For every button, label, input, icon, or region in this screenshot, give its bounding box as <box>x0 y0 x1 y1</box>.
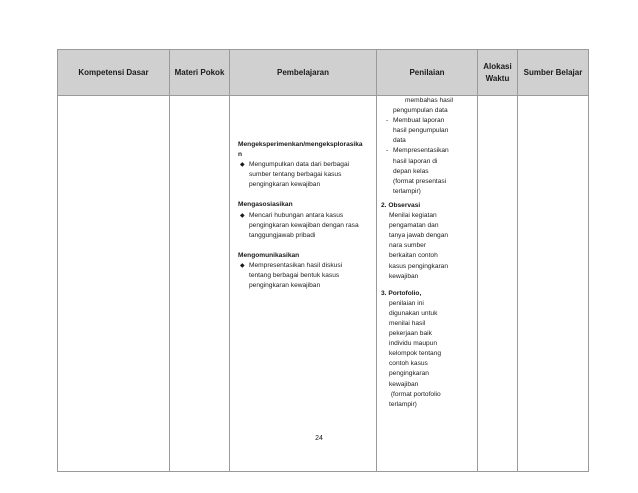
cell-sumber-belajar <box>518 96 589 472</box>
list-item: ◆ Mencari hubungan antara kasus pengingkaran kewajiban dengan rasa tanggungjawab pribadi <box>238 211 370 241</box>
dash-marker: - <box>386 117 389 125</box>
bullet-icon: ◆ <box>240 212 245 219</box>
section-title-mengeksplorasikan: Mengeksperimenkan/mengeksplorasika n <box>238 141 363 159</box>
penilaian-continuation: membahas hasil pengumpulan data <box>393 97 454 115</box>
header-pembelajaran: Pembelajaran <box>230 50 377 96</box>
list-item: - Mempresentasikan hasil laporan di depan kelas (format presentasi terlampir) <box>381 146 473 196</box>
observasi-text: Menilai kegiatan pengamatan dan tanya jawab dengan nara sumber berkaitan contoh kasus pengingkaran kewajiban <box>389 212 449 280</box>
header-alokasi-line1: Alokasi <box>483 61 512 71</box>
section-title-observasi: 2. Observasi <box>381 201 421 209</box>
table-row <box>58 96 589 472</box>
list-item: ◆ Mempresentasikan hasil diskusi tentang berbagai bentuk kasus pengingkaran kewajiban <box>238 261 370 291</box>
header-alokasi-waktu <box>478 50 518 96</box>
lesson-plan-table <box>57 49 589 472</box>
header-alokasi-line2: Waktu <box>485 73 510 83</box>
dash-marker: - <box>386 147 389 155</box>
section-title-mengomunikasikan: Mengomunikasikan <box>238 251 300 259</box>
cell-pembelajaran <box>230 96 377 472</box>
header-kompetensi-dasar: Kompetensi Dasar <box>58 50 170 96</box>
portofolio-text: penilaian ini digunakan untuk menilai hasil pekerjaan baik individu maupun kelompok tentang contoh kasus pengingkaran kewajiban (format portofolio terlampir) <box>389 299 442 408</box>
cell-alokasi-waktu <box>478 96 518 472</box>
header-penilaian: Penilaian <box>377 50 478 96</box>
table-header-row <box>58 50 589 96</box>
header-materi-pokok: Materi Pokok <box>170 50 230 96</box>
section-title-mengasosiasikan: Mengasosiasikan <box>238 201 293 209</box>
page-number: 24 <box>315 435 323 442</box>
section-title-portofolio: 3. Portofolio, <box>381 289 422 297</box>
cell-kompetensi-dasar <box>58 96 170 472</box>
header-sumber-belajar: Sumber Belajar <box>518 50 589 96</box>
list-item: - Membuat laporan hasil pengumpulan data <box>381 116 473 146</box>
list-item: ◆ Mengumpulkan data dari berbagai sumber tentang berbagai kasus pengingkaran kewajiban <box>238 160 370 190</box>
bullet-icon: ◆ <box>240 262 245 269</box>
cell-penilaian <box>377 96 478 472</box>
cell-materi-pokok <box>170 96 230 472</box>
bullet-icon: ◆ <box>240 162 245 169</box>
